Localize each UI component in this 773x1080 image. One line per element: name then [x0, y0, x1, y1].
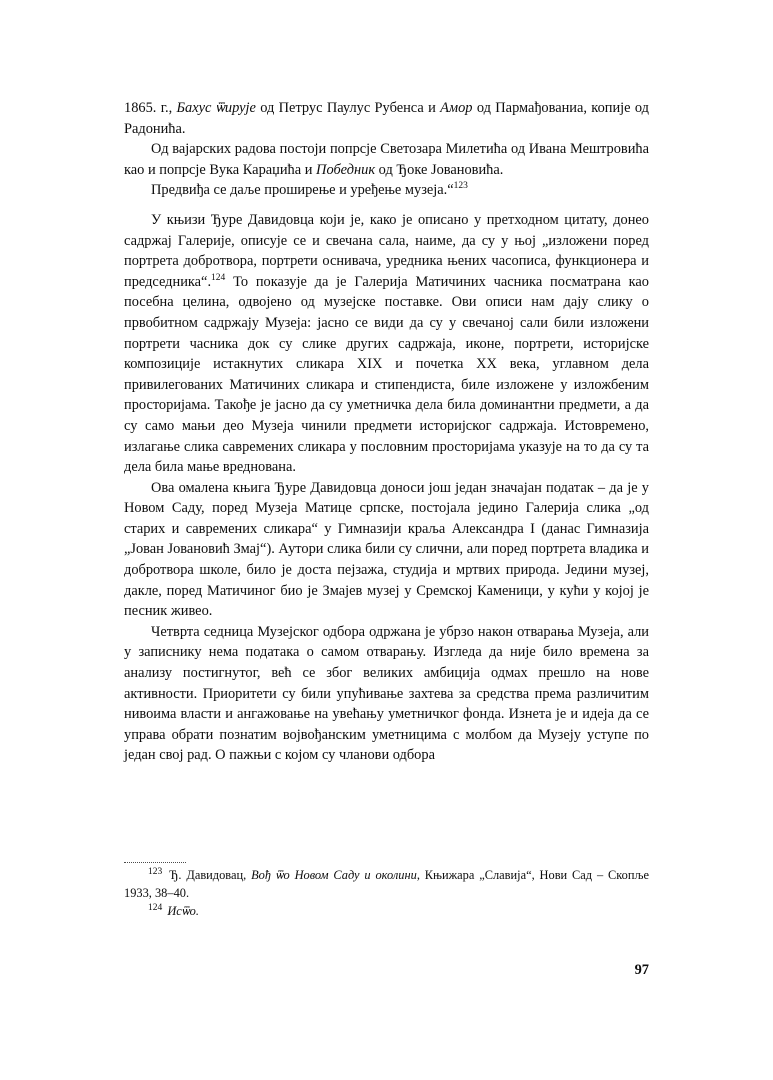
footnote	[124, 866, 649, 902]
page-number: 97	[634, 962, 649, 978]
italic-run: Вођ ѿо Новом Саду и околини	[251, 868, 417, 882]
text-run: Ова омалена књига Ђуре Давидовца доноси још један значајан податак – да је у Новом Саду, поред Музеја Матице српске, постојала једино Галерија слика „од старих и савремених сликара“ у Гимназији краља Александра I (данас Гимназија „Јован Јовановић Змај“). Аутори слика били су слични, али поред портрета владика и добротвора школе, било је доста пејзажа, студија и мртвих природа. Једини музеј, дакле, поред Матичиног био је Змајев музеј у Сремској Каменици, у кући у којој је песник живео.	[124, 479, 649, 620]
paragraph	[124, 478, 649, 622]
text-run: Ђ. Давидовац,	[164, 868, 252, 882]
text-run: од Пармађованиа, копије од Радонића.	[124, 100, 649, 137]
text-run: 1865. г.,	[124, 100, 177, 116]
paragraph	[124, 139, 649, 180]
footnote-reference: 124	[211, 272, 226, 283]
footnote-number: 124	[148, 903, 163, 914]
text-run: У књизи Ђуре Давидовца који је, како је описано у претходном цитату, донео садржај Галерије, описује се и свечана сала, наиме, да су у њој „изложени поред портрета добротвора, портрети оснивача, уредника њених часописа, функционера и председника“.	[124, 211, 649, 290]
paragraph	[124, 180, 649, 201]
text-run: од Петрус Паулус Рубенса и	[255, 100, 441, 116]
paragraph	[124, 622, 649, 766]
text-run: Четврта седница Музејског одбора одржана је убрзо након отварања Музеја, али у записнику нема података о самом отварању. Изгледа да није било времена за анализу постигнутог, већ се због великих амбиција одмах прешло на нове активности. Приоритети су били упућивање захтева за средства према различитим нивоима власти и ангажовање на увећању уметничког фонда. Изнета је и идеја да се управа обрати познатим војвођанским уметницима с молбом да Музеју уступе по један свој рад. О пажњи с којом су чланови одбора	[124, 623, 649, 764]
text-run: , Књижара „Славија“, Нови Сад – Скопље 1933, 38–40.	[124, 868, 649, 901]
footnote-reference: 123	[453, 181, 468, 192]
footnote-separator	[124, 862, 186, 863]
italic-run: Бахус ѿирује	[176, 100, 256, 116]
footnote	[124, 902, 649, 920]
text-run: од Ђоке Јовановића.	[375, 161, 504, 178]
footnote-area	[124, 866, 649, 921]
paragraph	[124, 210, 649, 478]
text-run: Од вајарских радова постоји попрсје Светозара Милетића од Ивана Мештровића као и попрсје Вука Караџића и	[124, 141, 649, 178]
italic-run: Победник	[316, 161, 376, 178]
footnote-number: 123	[148, 866, 163, 877]
text-run: То показује да је Галерија Матичиних часника посматрана као посебна целина, одвојено од музејске поставке. Ови описи нам дају слику о првобитном садржају Музеја: јасно се види да су у свечаној сали били изложени портрети часника док су слике других садржаја, иконе, портрети, историјске композиције истакнутих сликара XIX и почетка XX века, углавном дела привилегованих Матичиних сликара и стипендиста, биле изложене у изложбеним просторијама. Такође је јасно да су уметничка дела била доминантни предмети, а да су само мањи део Музеја чинили предмети историјског садржаја. Истовремено, излагање слика савремених сликара у пословним просторијама указује на то да су та дела била мање вреднована.	[124, 273, 649, 476]
paragraph-spacer	[124, 201, 649, 210]
italic-run: Амор	[440, 100, 473, 116]
paragraph	[124, 98, 649, 139]
text-run: Предвиђа се даље проширење и уређење музеја.“	[151, 182, 454, 199]
body-text-column	[124, 98, 649, 766]
italic-run: Исѿо.	[164, 904, 199, 919]
